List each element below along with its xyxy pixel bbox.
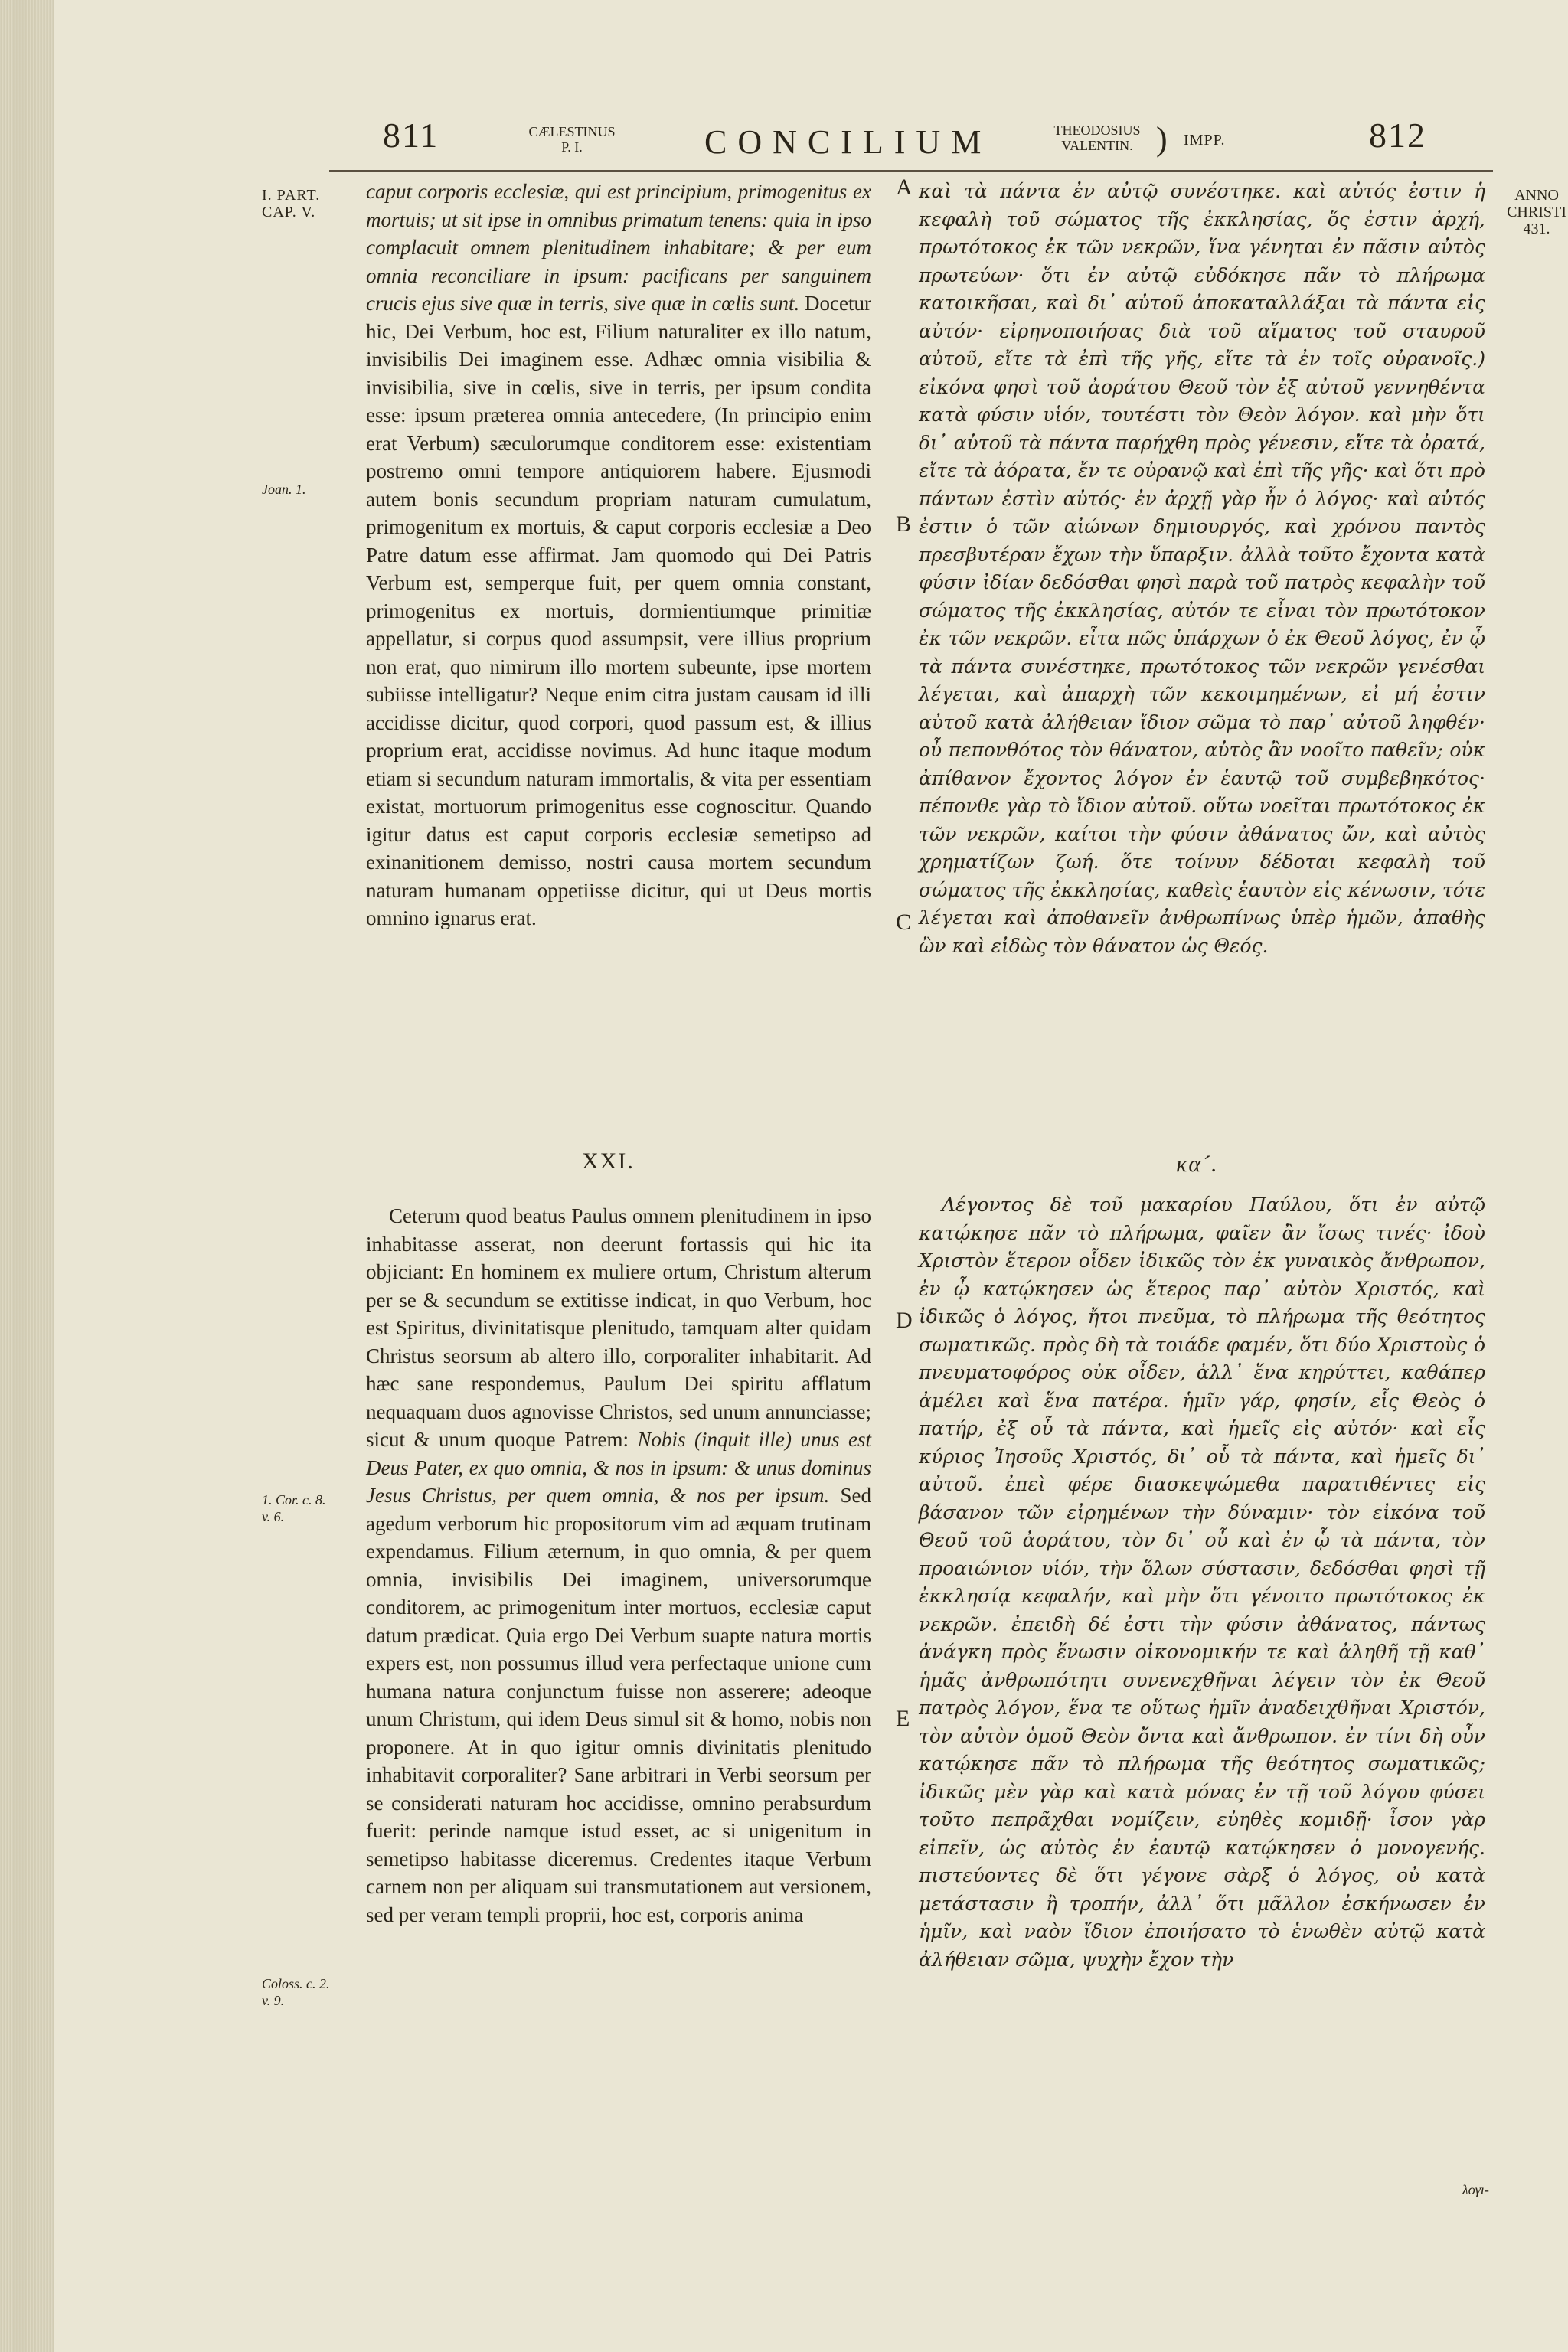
header-emperor-1: THEODOSIUS <box>1054 122 1141 138</box>
section-letter-b: B <box>896 511 912 537</box>
header-rule <box>329 170 1493 172</box>
latin-paragraph-1: Docetur hic, Dei Verbum, hoc est, Filium naturaliter ex illo natum, invisibilis Dei imaginem esse. Adhæc omnia visibilia & invisibilia, sive in cœlis, sive in terris, per ipsum condita esse: ipsum præterea omnia antecedere, (In principio enim erat Verbum) sæculorumque conditorem esse: existentiam postremo omni tempore antiquiorem habere. Ejusmodi autem bonis secundum propriam naturam cumulatum, primogenitum ex mortuis, & caput corporis ecclesiæ a Deo Patre datum esse affirmat. Jam quomodo qui Dei Patris Verbum est, semperque fuit, per quem omnia constant, primogenitus ex mortuis, dormientiumque primitiæ appellatur, si corpus quod assumpsit, vere illius proprium non erat, quo nimirum illo mortem subeunte, ipse mortem subiisse intelligatur? Neque enim citra justam causam id illi accidisse dicitur, quod corpori, quod passum est, & illius proprium erat, accidisse novimus. Ad hunc itaque modum etiam si secundum naturam immortalis, & vita per essentiam existat, mortuorum primogenitus esse cognoscitur. Quando igitur datus est caput corporis ecclesiæ semetipso ad exinanitionem demisso, nostri causa mortem secundum naturam humanam oppetiisse dicitur, qui ut Deus mortis omnino ignarus erat. <box>366 292 871 929</box>
header-pope-line1: CÆLESTINUS <box>528 124 616 139</box>
latin-paragraph-2a: Ceterum quod beatus Paulus omnem plenitudinem in ipso inhabitasse asserat, non deerunt fortassis qui hic ita objiciant: En hominem ex muliere ortum, Christum alterum per se & secundum se extitisse indicat, in quo Verbum, hoc est Spiritus, divinitatisque plenitudo, tamquam alter quidam Christus seorsum ab altero illo, corporaliter inhabitarit. Ad hæc sane respondemus, Paulum Dei spiritu afflatum nequaquam duos agnovisse Christos, sed unum annunciasse; sicut & unum quoque Patrem: <box>366 1204 871 1451</box>
header-title: CONCILIUM <box>704 123 992 161</box>
margin-ref-cor-line1: 1. Cor. c. 8. <box>262 1492 326 1508</box>
anno-line2: CHRISTI <box>1507 204 1566 220</box>
catchword: λογι- <box>1462 2182 1489 2197</box>
section-letter-c: C <box>896 910 912 935</box>
margin-ref-joan: Joan. 1. <box>262 482 306 497</box>
margin-ref-cor <box>262 1491 326 1525</box>
margin-ref-coloss-line2: v. 9. <box>262 1993 285 2008</box>
latin-scripture-quote: Nobis (inquit ille) unus est Deus Pater, ex quo omnia, & nos in ipsum: & unus dominus Jesus Christus, per quem omnia, & nos per ipsum. <box>366 1428 872 1507</box>
greek-column-top <box>919 178 1485 1127</box>
margin-ref-cor-line2: v. 6. <box>262 1509 285 1524</box>
margin-part-line2: CAP. V. <box>262 204 316 220</box>
header-impp: IMPP. <box>1184 132 1226 149</box>
latin-paragraph-2b: Sed agedum verborum hic propositorum vim ad æquam trutinam expendamus. Filium æternum, in quo omnia, & per quem omnia, invisibilis Dei imaginem, universorumque conditorem, ac primogenitum inter mortuos, ecclesiæ caput datum prædicat. Quia ergo Dei Verbum suapte natura mortis expers est, non possumus illud vera perfectaque unione cum humana natura conjunctum fuisse non asserere; adeoque unum Christum, qui idem Deus simul sit & homo, nobis non proponere. At in quo igitur omnis divinitatis plenitudo inhabitavit corporaliter? Sane arbitrari in Verbi seorsum per se considerati naturam hoc accidisse, omnino perabsurdum fuerit: perinde namque istud esset, ac si unigenitum in semetipso habitasse diceremus. Credentes itaque Verbum carnem non per aliquam sui transmutationem aut versionem, sed per veram templi proprii, hoc est, corporis anima <box>366 1484 871 1926</box>
anno-line1: ANNO <box>1514 187 1559 204</box>
section-letter-a: A <box>896 175 913 200</box>
header-paren: ) <box>1156 120 1168 158</box>
header-emperor-2: VALENTIN. <box>1061 138 1133 153</box>
greek-paragraph-2: Λέγοντος δὲ τοῦ μακαρίου Παύλου, ὅτι ἐν αὐτῷ κατῴκησε πᾶν τὸ πλήρωμα, φαῖεν ἂν ἴσως τινές· ἰδοὺ Χριστὸν ἕτερον οἷδεν ἰδικῶς τὸν ἐκ γυναικὸς ἄνθρωπον, ἐν ᾧ κατῴκησεν ὡς ἕτερος παρ᾽ αὐτὸν Χριστός, καὶ ἰδικῶς ὁ λόγος, ἤτοι πνεῦμα, τὸ πλήρωμα τῆς θεότητος σωματικῶς. πρὸς δὴ τὰ τοιάδε φαμέν, ὅτι δύο Χριστοὺς ὁ πνευματοφόρος οὐκ οἶδεν, ἀλλ᾽ ἕνα κηρύττει, καθάπερ ἀμέλει καὶ ἕνα πατέρα. ἡμῖν γάρ, φησίν, εἷς Θεὸς ὁ πατήρ, ἐξ οὗ τὰ πάντα, καὶ ἡμεῖς εἰς αὐτόν· καὶ εἷς κύριος Ἰησοῦς Χριστός, δι᾽ οὗ τὰ πάντα, καὶ ἡμεῖς δι᾽ αὐτοῦ. ἐπεὶ φέρε διασκεψώμεθα παρατιθέντες εἰς βάσανον τῶν εἰρημένων τὴν δύναμιν· τὸν εἰκόνα τοῦ Θεοῦ τοῦ ἀοράτου, τὸν δι᾽ οὗ καὶ ἐν ᾧ τὰ πάντα, τὸν προαιώνιον υἱόν, τὴν ὅλων σύστασιν, δεδόσθαι φησὶ τῇ ἐκκλησίᾳ κεφαλήν, καὶ μὴν ὅτι γένοιτο πρωτότοκος ἐκ νεκρῶν. ἐπειδὴ δέ ἐστι τὴν φύσιν ἀθάνατος, πάντως ἀνάγκη πρὸς ἕνωσιν οἰκονομικήν τε καὶ ἀληθῆ τῇ καθ᾽ ἡμᾶς ἀνθρωπότητι συνενεχθῆναι λέγειν τὸν ἐκ Θεοῦ πατρὸς λόγον, ἕνα τε οὕτως ἡμῖν ἀναδειχθῆναι Χριστόν, τὸν αὐτὸν ὁμοῦ Θεὸν ὄντα καὶ ἄνθρωπον. ἐν τίνι δὴ οὖν κατῴκησε πᾶν τὸ πλήρωμα τῆς θεότητος σωματικῶς; ἰδικῶς μὲν γὰρ καὶ κατὰ μόνας ἐν τῇ τοῦ λόγου φύσει τοῦτο πεπρᾶχθαι νομίζειν, εὐηθὲς κομιδῇ· ἶσον γὰρ εἰπεῖν, ὡς αὐτὸς ἐν ἑαυτῷ κατῴκησεν ὁ μονογενής. πιστεύοντες δὲ ὅτι γέγονε σὰρξ ὁ λόγος, οὐ κατὰ μετάστασιν ἢ τροπήν, ἀλλ᾽ ὅτι μᾶλλον ἐσκήνωσεν ἐν ἡμῖν, καὶ ναὸν ἴδιον ἐποιήσατο τὸ ἑνωθὲν αὐτῷ κατὰ ἀλήθειαν σῶμα, ψυχὴν ἔχον τὴν <box>919 1194 1485 1971</box>
greek-section-title: κα´. <box>1176 1152 1219 1177</box>
latin-column-top <box>366 178 871 1066</box>
margin-part <box>262 187 320 220</box>
section-letter-d: D <box>896 1308 913 1333</box>
margin-ref-coloss-line1: Coloss. c. 2. <box>262 1976 330 1991</box>
greek-column-bottom <box>919 1191 1485 2179</box>
anno-line3: 431. <box>1523 220 1550 237</box>
page <box>54 0 1568 2352</box>
greek-paragraph-1: καὶ τὰ πάντα ἐν αὐτῷ συνέστηκε. καὶ αὐτός ἐστιν ἡ κεφαλὴ τοῦ σώματος τῆς ἐκκλησίας, ὅς ἐστιν ἀρχή, πρωτότοκος ἐκ τῶν νεκρῶν, ἵνα γένηται ἐν πᾶσιν αὐτὸς πρωτεύων· ὅτι ἐν αὐτῷ εὐδόκησε πᾶν τὸ πλήρωμα κατοικῆσαι, καὶ δι᾽ αὐτοῦ ἀποκαταλλάξαι τὰ πάντα εἰς αὐτόν· εἰρηνοποιήσας διὰ τοῦ αἵματος τοῦ σταυροῦ αὐτοῦ, εἴτε τὰ ἐπὶ τῆς γῆς, εἴτε τὰ ἐν τοῖς οὐρανοῖς.) εἰκόνα φησὶ τοῦ ἀοράτου Θεοῦ τὸν ἐξ αὐτοῦ γεννηθέντα κατὰ φύσιν υἱόν, τουτέστι τὸν Θεὸν λόγον. καὶ μὴν ὅτι δι᾽ αὐτοῦ τὰ πάντα παρήχθη πρὸς γένεσιν, εἴτε τὰ ὁρατά, εἴτε τὰ ἀόρατα, ἔν τε οὐρανῷ καὶ ἐπὶ τῆς γῆς· καὶ ὅτι πρὸ πάντων ἐστὶν αὐτός· ἐν ἀρχῇ γὰρ ἦν ὁ λόγος· καὶ αὐτός ἐστιν ὁ τῶν αἰώνων δημιουργός, καὶ χρόνου παντὸς πρεσβυτέραν ἔχων τὴν ὕπαρξιν. ἀλλὰ τοῦτο ἔχοντα κατὰ φύσιν ἰδίαν δεδόσθαι φησὶ παρὰ τοῦ πατρὸς κεφαλὴν τοῦ σώματος τῆς ἐκκλησίας, αὐτόν τε εἶναι τὸν πρωτότοκον ἐκ τῶν νεκρῶν. εἶτα πῶς ὑπάρχων ὁ ἐκ Θεοῦ λόγος, ἐν ᾧ τὰ πάντα συνέστηκε, πρωτότοκος τῶν νεκρῶν γενέσθαι λέγεται, καὶ ἀπαρχὴ τῶν κεκοιμημένων, εἰ μή ἐστιν αὐτοῦ κατὰ ἀλήθειαν ἴδιον σῶμα τὸ παρ᾽ αὐτοῦ ληφθέν· οὗ πεπονθότος τὸν θάνατον, αὐτὸς ἂν νοοῖτο παθεῖν; οὐκ ἀπίθανον ἔχοντος λόγον ἐν ἑαυτῷ τοῦ συμβεβηκότος· πέπονθε γὰρ τὸ ἴδιον αὐτοῦ. οὕτω νοεῖται πρωτότοκος ἐκ τῶν νεκρῶν, καίτοι τὴν φύσιν ἀθάνατος ὤν, καὶ αὐτὸς χρηματίζων ζωή. ὅτε τοίνυν δέδοται κεφαλὴ τοῦ σώματος τῆς ἐκκλησίας, καθεὶς ἑαυτὸν εἰς κένωσιν, τότε λέγεται καὶ ἀποθανεῖν ἀνθρωπίνως ὑπὲρ ἡμῶν, ἀπαθὴς ὢν καὶ εἰδὼς τὸν θάνατον ὡς Θεός. <box>919 180 1485 957</box>
header-emperors <box>1040 122 1155 153</box>
latin-column-bottom <box>366 1202 871 2197</box>
page-edge <box>0 0 54 2352</box>
latin-section-title: XXI. <box>582 1148 635 1174</box>
header-pope-line2: P. I. <box>561 139 583 155</box>
margin-anno <box>1494 187 1568 237</box>
header-pope <box>522 124 622 155</box>
section-letter-e: E <box>896 1706 910 1731</box>
margin-ref-coloss <box>262 1975 330 2009</box>
margin-part-line1: I. PART. <box>262 187 321 204</box>
latin-intro-quote: caput corporis ecclesiæ, qui est principium, primogenitus ex mortuis; ut sit ipse in omnibus primatum tenens: quia in ipso complacuit omnem plenitudinem inhabitare; & per eum omnia reconciliare in ipsum: pacificans per sanguinem crucis ejus sive quæ in terris, sive quæ in cœlis sunt. <box>366 180 871 315</box>
page-number-right: 812 <box>1369 116 1426 155</box>
page-number-left: 811 <box>383 116 439 155</box>
